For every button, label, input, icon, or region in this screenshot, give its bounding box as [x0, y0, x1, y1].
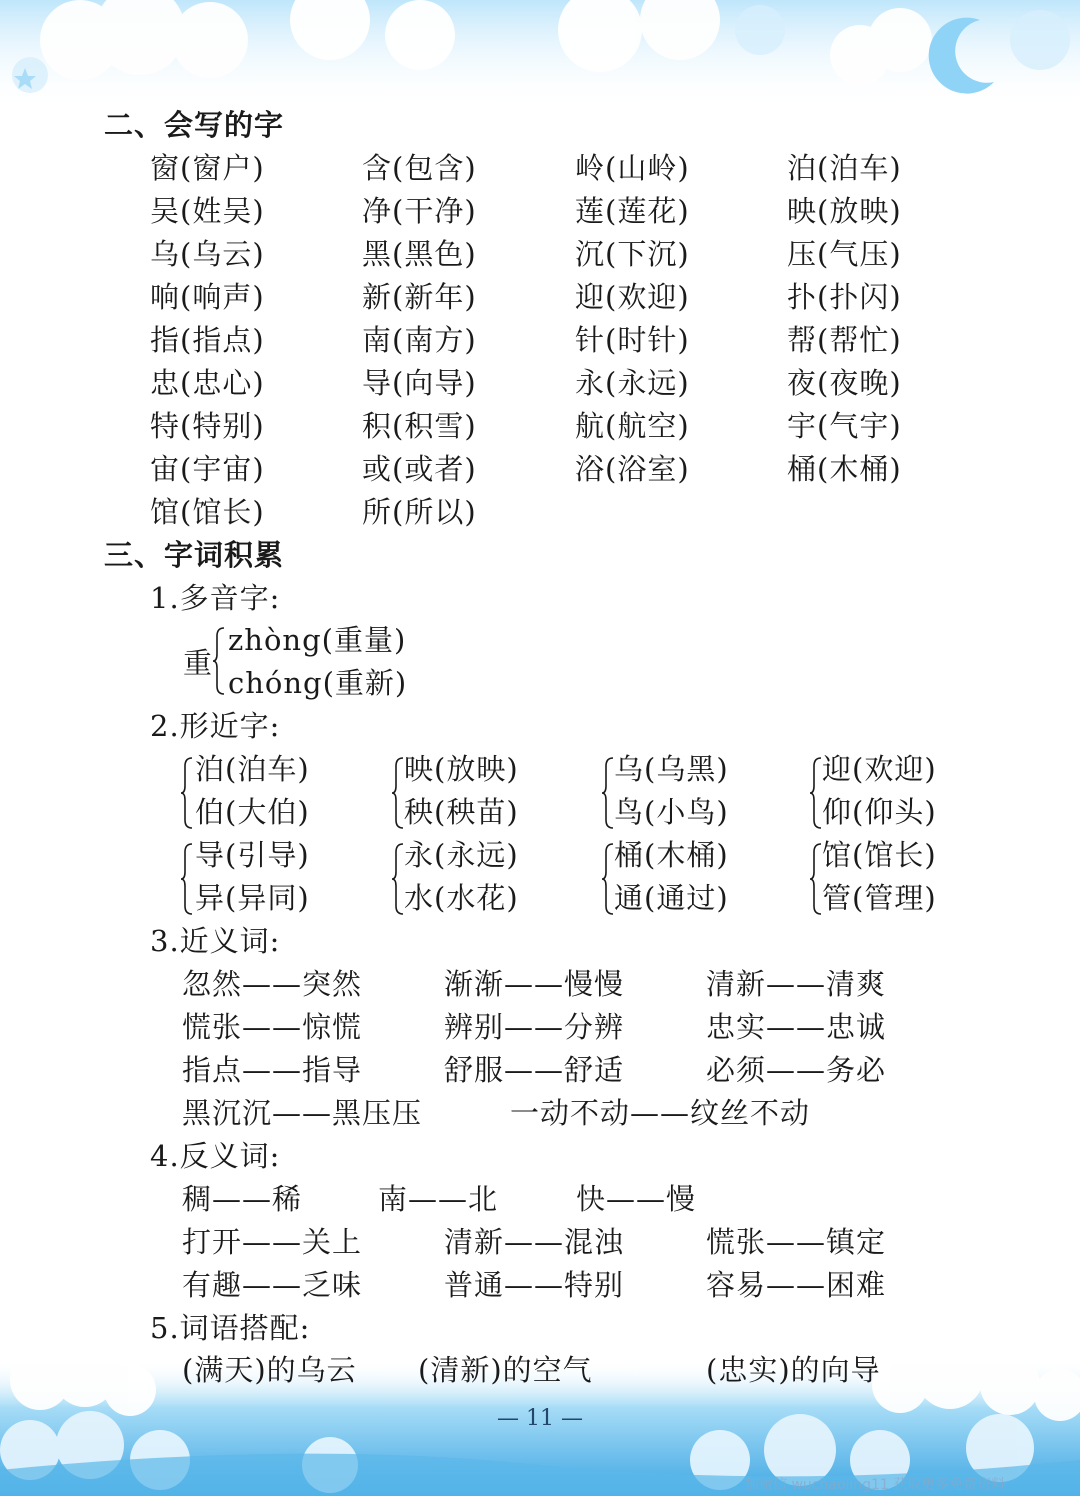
similar-char: 管(管理) [822, 881, 937, 915]
char-item: 永(永远) [575, 366, 690, 400]
synonym-pair: 一动不动——纹丝不动 [510, 1096, 811, 1130]
left-brace-icon [180, 842, 194, 916]
char-item: 岭(山岭) [575, 151, 690, 185]
synonym-pair: 忠实——忠诚 [706, 1010, 887, 1044]
char-item: 帮(帮忙) [787, 323, 902, 357]
char-item: 压(气压) [787, 237, 902, 271]
antonym-pair: 容易——困难 [706, 1268, 887, 1302]
polyphone-reading: zhòng(重量) [228, 623, 407, 657]
antonym-pair: 慌张——镇定 [706, 1225, 887, 1259]
section-3-title: 三、字词积累 [104, 538, 285, 572]
similar-heading: 2.形近字: [150, 709, 281, 743]
char-item: 含(包含) [362, 151, 477, 185]
left-brace-icon [809, 756, 823, 830]
antonym-pair: 普通——特别 [444, 1268, 625, 1302]
collocation-heading: 5.词语搭配: [150, 1311, 311, 1345]
antonym-pair: 打开——关上 [182, 1225, 363, 1259]
synonym-pair: 辨别——分辨 [444, 1010, 625, 1044]
char-item: 南(南方) [362, 323, 477, 357]
synonym-pair: 渐渐——慢慢 [444, 967, 625, 1001]
left-brace-icon [180, 756, 194, 830]
char-item: 响(响声) [150, 280, 265, 314]
antonyms-heading: 4.反义词: [150, 1139, 281, 1173]
similar-char: 迎(欢迎) [822, 752, 937, 786]
char-item: 新(新年) [362, 280, 477, 314]
similar-char: 导(引导) [195, 838, 310, 872]
char-item: 所(所以) [362, 495, 477, 529]
synonyms-heading: 3.近义词: [150, 924, 281, 958]
char-item: 扑(扑闪) [787, 280, 902, 314]
char-item: 迎(欢迎) [575, 280, 690, 314]
similar-char: 秧(秧苗) [404, 795, 519, 829]
similar-char: 馆(馆长) [822, 838, 937, 872]
left-brace-icon [809, 842, 823, 916]
antonym-pair: 稠——稀 [182, 1182, 303, 1216]
synonym-pair: 必须——务必 [706, 1053, 887, 1087]
page-number: — 11 — [497, 1406, 583, 1431]
char-item: 宇(气宇) [787, 409, 902, 443]
char-item: 窗(窗户) [150, 151, 265, 185]
left-brace-icon [601, 756, 615, 830]
top-cloud-banner [0, 0, 1080, 110]
char-item: 黑(黑色) [362, 237, 477, 271]
similar-char: 鸟(小鸟) [614, 795, 729, 829]
collocation-item: (忠实)的向导 [706, 1353, 881, 1387]
char-item: 映(放映) [787, 194, 902, 228]
char-item: 特(特别) [150, 409, 265, 443]
char-item: 沉(下沉) [575, 237, 690, 271]
collocation-item: (清新)的空气 [418, 1353, 593, 1387]
left-brace-icon [391, 842, 405, 916]
char-item: 吴(姓吴) [150, 194, 265, 228]
char-item: 宙(宇宙) [150, 452, 265, 486]
antonym-pair: 清新——混浊 [444, 1225, 625, 1259]
synonym-pair: 指点——指导 [182, 1053, 363, 1087]
synonym-pair: 黑沉沉——黑压压 [182, 1096, 423, 1130]
char-item: 馆(馆长) [150, 495, 265, 529]
similar-char: 乌(乌黑) [614, 752, 729, 786]
left-brace-icon [391, 756, 405, 830]
char-item: 净(干净) [362, 194, 477, 228]
char-item: 或(或者) [362, 452, 477, 486]
synonym-pair: 舒服——舒适 [444, 1053, 625, 1087]
left-brace-icon [601, 842, 615, 916]
section-2-title: 二、会写的字 [104, 108, 285, 142]
synonym-pair: 清新——清爽 [706, 967, 887, 1001]
char-item: 桶(木桶) [787, 452, 902, 486]
similar-char: 通(通过) [614, 881, 729, 915]
char-item: 夜(夜晚) [787, 366, 902, 400]
char-item: 乌(乌云) [150, 237, 265, 271]
char-item: 泊(泊车) [787, 151, 902, 185]
synonym-pair: 忽然——突然 [182, 967, 363, 1001]
char-item: 忠(忠心) [150, 366, 265, 400]
similar-char: 桶(木桶) [614, 838, 729, 872]
collocation-item: (满天)的乌云 [182, 1353, 357, 1387]
polyphone-char: 重 [183, 646, 214, 680]
similar-char: 映(放映) [404, 752, 519, 786]
polyphone-reading: chóng(重新) [228, 666, 408, 700]
char-item: 航(航空) [575, 409, 690, 443]
char-item: 针(时针) [575, 323, 690, 357]
char-item: 积(积雪) [362, 409, 477, 443]
char-item: 指(指点) [150, 323, 265, 357]
antonym-pair: 快——慢 [576, 1182, 697, 1216]
similar-char: 仰(仰头) [822, 795, 937, 829]
char-item: 导(向导) [362, 366, 477, 400]
char-item: 浴(浴室) [575, 452, 690, 486]
synonym-pair: 慌张——惊慌 [182, 1010, 363, 1044]
similar-char: 水(水花) [404, 881, 519, 915]
antonym-pair: 南——北 [378, 1182, 499, 1216]
left-brace-icon [212, 626, 226, 696]
similar-char: 异(异同) [195, 881, 310, 915]
polyphone-heading: 1.多音字: [150, 581, 281, 615]
char-item: 莲(莲花) [575, 194, 690, 228]
similar-char: 永(永远) [404, 838, 519, 872]
similar-char: 伯(大伯) [195, 795, 310, 829]
similar-char: 泊(泊车) [195, 752, 310, 786]
antonym-pair: 有趣——乏味 [182, 1268, 363, 1302]
watermark: 加微信 wuchaoling11 获取更多免费资料 [745, 1477, 1006, 1493]
